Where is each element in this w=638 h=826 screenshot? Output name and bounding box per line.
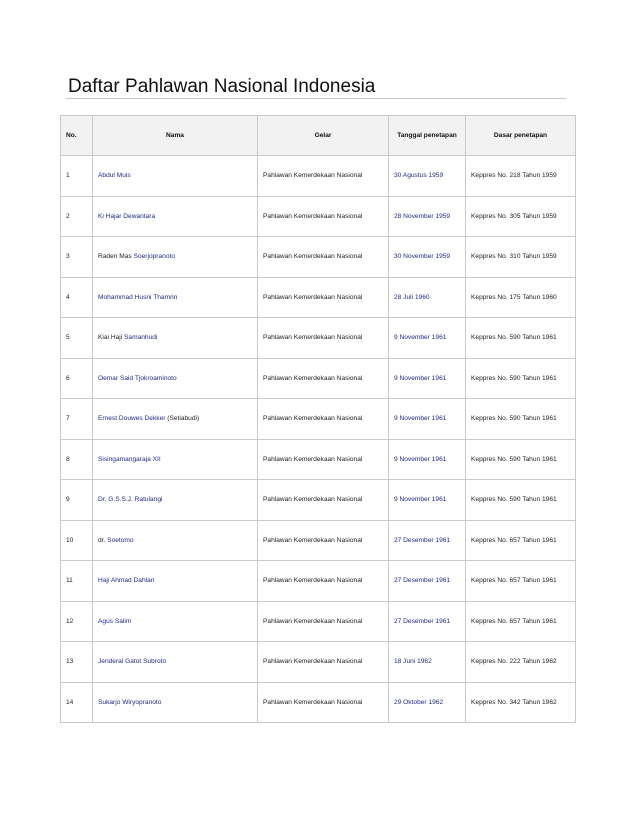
title-divider (66, 98, 566, 99)
table-row (61, 480, 576, 521)
cell-dasar: Keppres No. 590 Tahun 1961 (466, 358, 576, 399)
header-nama: Nama (93, 116, 258, 156)
cell-gelar: Pahlawan Kemerdekaan Nasional (258, 682, 389, 723)
hero-name-link[interactable]: Sukarjo Wiryopranoto (98, 698, 162, 706)
cell-nama (93, 439, 258, 480)
cell-dasar: Keppres No. 175 Tahun 1960 (466, 277, 576, 318)
cell-nama (93, 277, 258, 318)
cell-no: 6 (61, 358, 93, 399)
date-link[interactable]: 18 Juni 1962 (394, 658, 432, 666)
cell-dasar: Keppres No. 305 Tahun 1959 (466, 196, 576, 237)
cell-dasar: Keppres No. 590 Tahun 1961 (466, 480, 576, 521)
cell-no: 10 (61, 520, 93, 561)
cell-dasar: Keppres No. 590 Tahun 1961 (466, 318, 576, 359)
cell-nama (93, 196, 258, 237)
table-row (61, 196, 576, 237)
table-row (61, 642, 576, 683)
table-row (61, 399, 576, 440)
header-no: No. (61, 116, 93, 156)
hero-name-link[interactable]: Agus Salim (98, 617, 132, 625)
cell-nama (93, 237, 258, 278)
page-title: Daftar Pahlawan Nasional Indonesia (68, 76, 376, 97)
date-link[interactable]: 28 Juli 1960 (394, 293, 430, 301)
name-prefix: Kiai Haji (98, 334, 125, 342)
cell-no: 11 (61, 561, 93, 602)
cell-gelar: Pahlawan Kemerdekaan Nasional (258, 399, 389, 440)
date-link[interactable]: 27 Desember 1961 (394, 577, 451, 585)
cell-tanggal (389, 520, 466, 561)
cell-gelar: Pahlawan Kemerdekaan Nasional (258, 561, 389, 602)
cell-no: 1 (61, 156, 93, 197)
cell-nama (93, 520, 258, 561)
table-row (61, 561, 576, 602)
name-prefix: dr. (98, 536, 108, 544)
cell-gelar: Pahlawan Kemerdekaan Nasional (258, 358, 389, 399)
header-tanggal: Tanggal penetapan (389, 116, 466, 156)
table-header-row (61, 116, 576, 156)
date-link[interactable]: 9 November 1961 (394, 496, 447, 504)
hero-name-link[interactable]: Soerjopranoto (133, 253, 175, 261)
table-row (61, 520, 576, 561)
cell-dasar: Keppres No. 657 Tahun 1961 (466, 520, 576, 561)
cell-tanggal (389, 399, 466, 440)
table-row (61, 237, 576, 278)
cell-dasar: Keppres No. 590 Tahun 1961 (466, 399, 576, 440)
cell-tanggal (389, 277, 466, 318)
table-row (61, 156, 576, 197)
table-row (61, 439, 576, 480)
cell-nama (93, 682, 258, 723)
hero-name-link[interactable]: Dr. G.S.S.J. Ratulangi (98, 496, 163, 504)
cell-gelar: Pahlawan Kemerdekaan Nasional (258, 237, 389, 278)
cell-gelar: Pahlawan Kemerdekaan Nasional (258, 601, 389, 642)
cell-no: 2 (61, 196, 93, 237)
cell-tanggal (389, 358, 466, 399)
cell-tanggal (389, 318, 466, 359)
cell-nama (93, 480, 258, 521)
cell-tanggal (389, 480, 466, 521)
table-row (61, 601, 576, 642)
hero-name-link[interactable]: Sisingamangaraja XII (98, 455, 161, 463)
cell-gelar: Pahlawan Kemerdekaan Nasional (258, 439, 389, 480)
table-row (61, 318, 576, 359)
table-row (61, 277, 576, 318)
cell-no: 5 (61, 318, 93, 359)
name-prefix: Raden Mas (98, 253, 134, 261)
cell-nama (93, 642, 258, 683)
cell-gelar: Pahlawan Kemerdekaan Nasional (258, 156, 389, 197)
cell-nama (93, 156, 258, 197)
cell-tanggal (389, 642, 466, 683)
cell-no: 14 (61, 682, 93, 723)
cell-nama (93, 399, 258, 440)
cell-tanggal (389, 439, 466, 480)
hero-name-link[interactable]: Soetomo (107, 536, 134, 544)
cell-gelar: Pahlawan Kemerdekaan Nasional (258, 196, 389, 237)
hero-name-link[interactable]: Ki Hajar Dewantara (98, 212, 156, 220)
cell-nama (93, 561, 258, 602)
cell-dasar: Keppres No. 590 Tahun 1961 (466, 439, 576, 480)
cell-tanggal (389, 601, 466, 642)
date-link[interactable]: 27 Desember 1961 (394, 617, 451, 625)
cell-gelar: Pahlawan Kemerdekaan Nasional (258, 642, 389, 683)
date-link[interactable]: 9 November 1961 (394, 415, 447, 423)
cell-no: 13 (61, 642, 93, 683)
heroes-table (60, 115, 576, 723)
cell-dasar: Keppres No. 657 Tahun 1961 (466, 601, 576, 642)
date-link[interactable]: 28 November 1959 (394, 212, 451, 220)
cell-dasar: Keppres No. 657 Tahun 1961 (466, 561, 576, 602)
hero-name-link[interactable]: Jenderal Gatot Subroto (98, 658, 167, 666)
header-dasar: Dasar penetapan (466, 116, 576, 156)
cell-gelar: Pahlawan Kemerdekaan Nasional (258, 277, 389, 318)
cell-nama (93, 358, 258, 399)
cell-tanggal (389, 237, 466, 278)
date-link[interactable]: 27 Desember 1961 (394, 536, 451, 544)
date-link[interactable]: 9 November 1961 (394, 374, 447, 382)
table-row (61, 358, 576, 399)
cell-tanggal (389, 196, 466, 237)
cell-no: 9 (61, 480, 93, 521)
hero-name-link[interactable]: Abdul Muis (98, 172, 131, 180)
date-link[interactable]: 9 November 1961 (394, 334, 447, 342)
cell-dasar: Keppres No. 218 Tahun 1959 (466, 156, 576, 197)
header-gelar: Gelar (258, 116, 389, 156)
cell-no: 4 (61, 277, 93, 318)
cell-gelar: Pahlawan Kemerdekaan Nasional (258, 480, 389, 521)
cell-gelar: Pahlawan Kemerdekaan Nasional (258, 520, 389, 561)
date-link[interactable]: 30 November 1959 (394, 253, 451, 261)
cell-no: 8 (61, 439, 93, 480)
date-link[interactable]: 9 November 1961 (394, 455, 447, 463)
cell-no: 3 (61, 237, 93, 278)
date-link[interactable]: 29 Oktober 1962 (394, 698, 444, 706)
name-suffix: (Setiabudi) (165, 415, 200, 423)
hero-name-link[interactable]: Ernest Douwes Dekker (98, 415, 166, 423)
cell-gelar: Pahlawan Kemerdekaan Nasional (258, 318, 389, 359)
cell-tanggal (389, 682, 466, 723)
hero-name-link[interactable]: Haji Ahmad Dahlan (98, 577, 155, 585)
cell-tanggal (389, 156, 466, 197)
cell-no: 12 (61, 601, 93, 642)
hero-name-link[interactable]: Oemar Said Tjokroaminoto (98, 374, 177, 382)
cell-dasar: Keppres No. 342 Tahun 1962 (466, 682, 576, 723)
cell-tanggal (389, 561, 466, 602)
cell-no: 7 (61, 399, 93, 440)
date-link[interactable]: 30 Agustus 1959 (394, 172, 444, 180)
cell-dasar: Keppres No. 310 Tahun 1959 (466, 237, 576, 278)
hero-name-link[interactable]: Samanhudi (124, 334, 158, 342)
cell-dasar: Keppres No. 222 Tahun 1962 (466, 642, 576, 683)
table-row (61, 682, 576, 723)
hero-name-link[interactable]: Mohammad Husni Thamrin (98, 293, 178, 301)
cell-nama (93, 601, 258, 642)
cell-nama (93, 318, 258, 359)
